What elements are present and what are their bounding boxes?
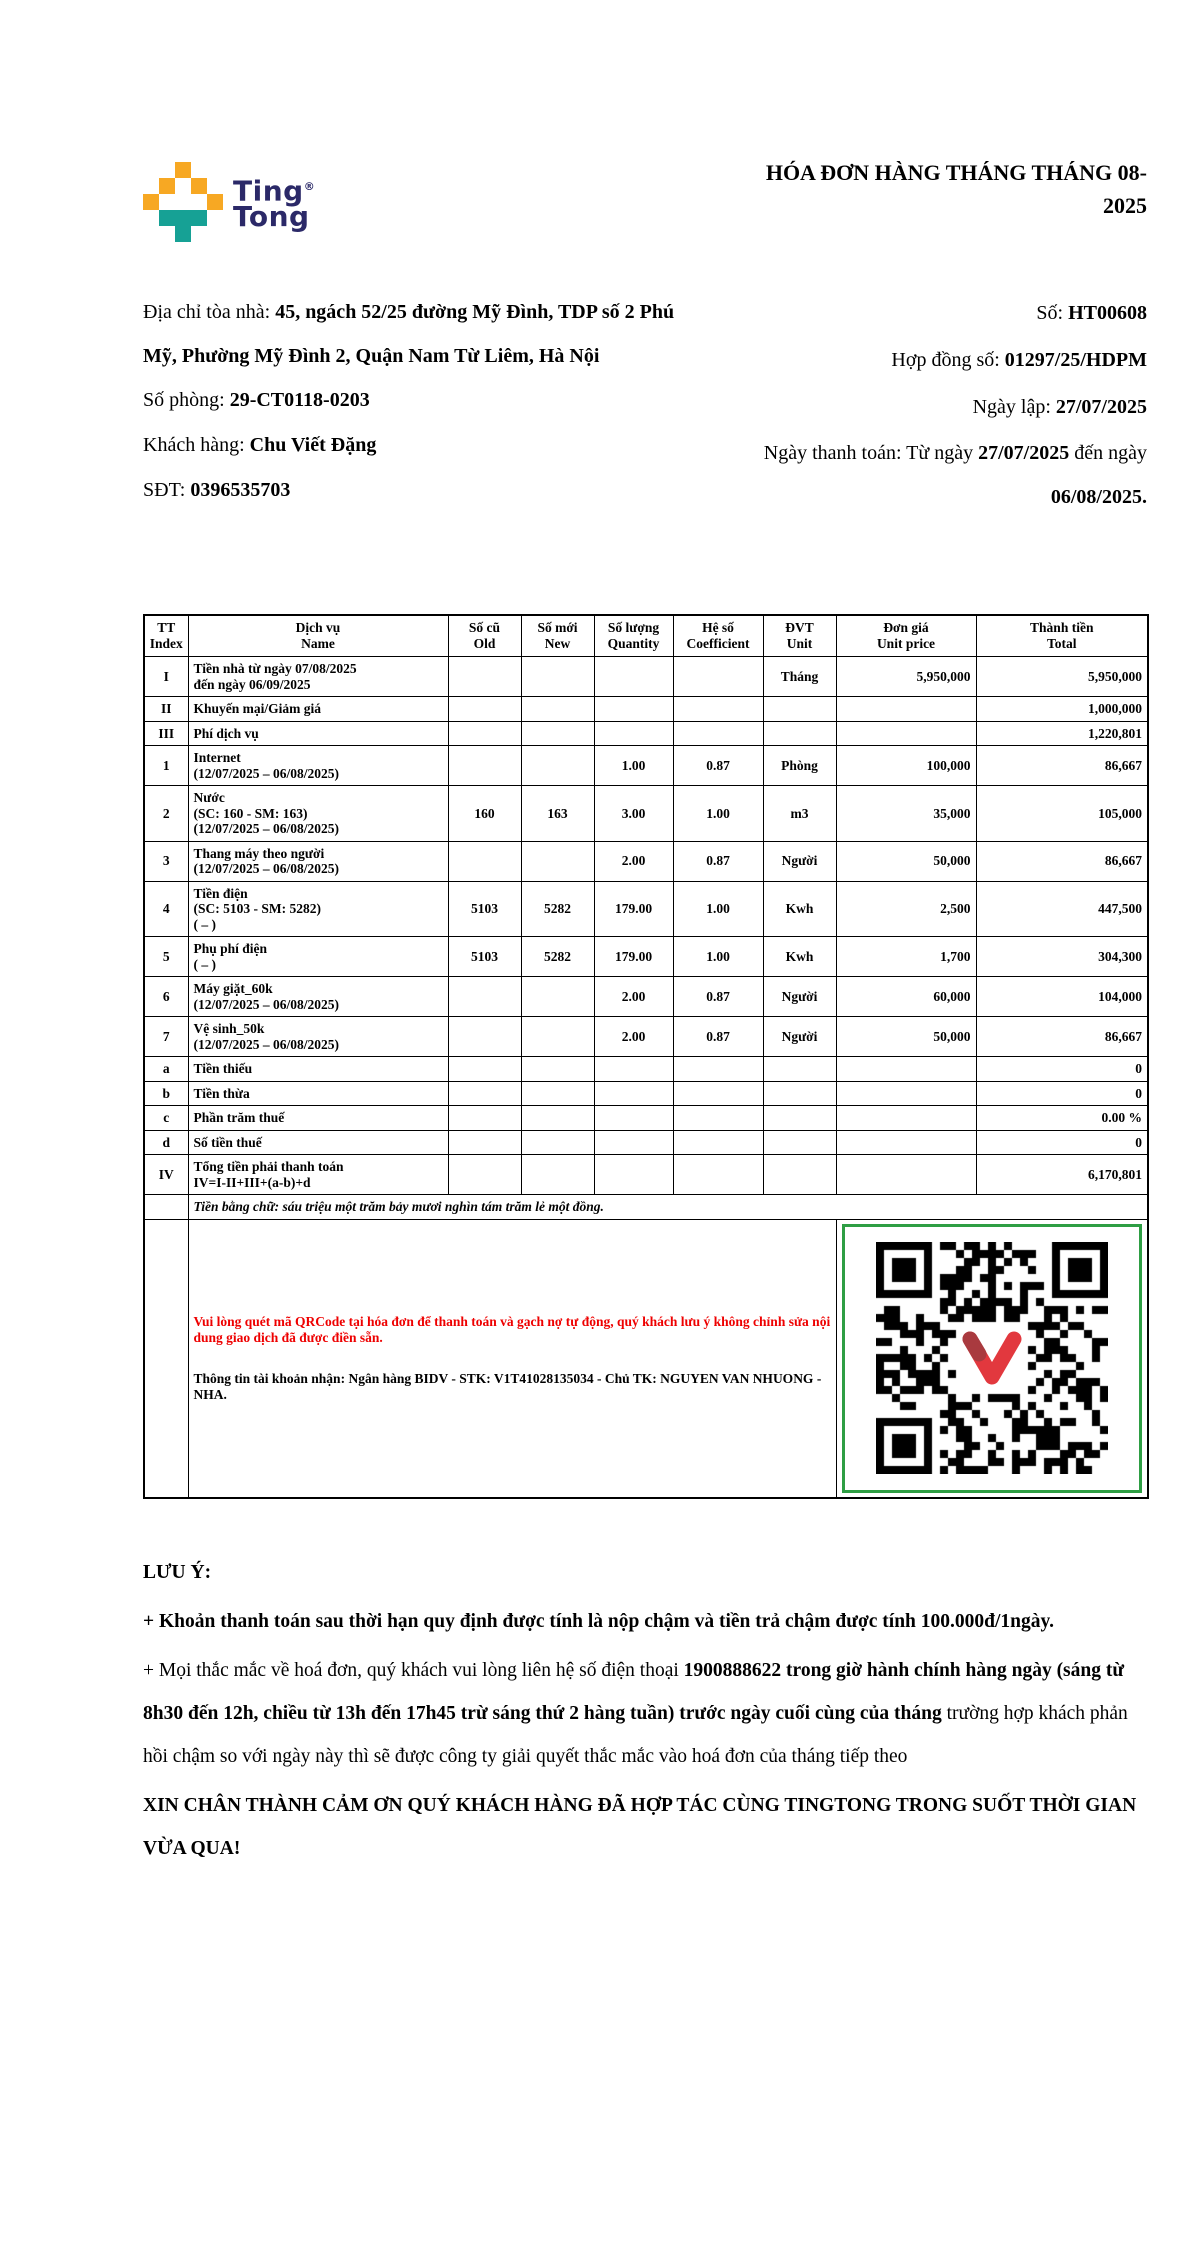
quantity: 179.00 — [594, 881, 673, 937]
unit-price — [836, 1106, 976, 1131]
old-reading — [448, 1081, 521, 1106]
new-reading — [521, 1057, 594, 1082]
row-index: III — [144, 721, 188, 746]
quantity: 2.00 — [594, 1017, 673, 1057]
service-name: Tổng tiền phải thanh toán IV=I-II+III+(a-b)+d — [188, 1155, 448, 1195]
table-row — [144, 1081, 1148, 1106]
service-name: Internet (12/07/2025 – 06/08/2025) — [188, 746, 448, 786]
row-index: c — [144, 1106, 188, 1131]
new-reading — [521, 746, 594, 786]
old-reading — [448, 977, 521, 1017]
coefficient: 1.00 — [673, 937, 763, 977]
table-row — [144, 1017, 1148, 1057]
row-index: II — [144, 697, 188, 722]
service-name: Số tiền thuế — [188, 1130, 448, 1155]
invoice-title: HÓA ĐƠN HÀNG THÁNG THÁNG 08- 2025 — [765, 160, 1147, 218]
account-info: Thông tin tài khoản nhận: Ngân hàng BIDV - STK: V1T41028135034 - Chủ TK: NGUYEN VAN NHUONG - NHA. — [193, 1371, 822, 1402]
total-amount: 105,000 — [976, 786, 1148, 842]
issue-date: Ngày lập: 27/07/2025 — [972, 396, 1147, 418]
table-header-row — [144, 615, 1148, 657]
total-amount: 447,500 — [976, 881, 1148, 937]
unit-price: 35,000 — [836, 786, 976, 842]
row-index: 6 — [144, 977, 188, 1017]
unit: Phòng — [763, 746, 836, 786]
service-name: Khuyến mại/Giảm giá — [188, 697, 448, 722]
unit-price — [836, 1130, 976, 1155]
old-reading — [448, 1130, 521, 1155]
table-row — [144, 881, 1148, 937]
old-reading: 5103 — [448, 881, 521, 937]
quantity — [594, 697, 673, 722]
unit-price — [836, 1155, 976, 1195]
unit — [763, 1057, 836, 1082]
qr-code-frame — [842, 1224, 1143, 1493]
coefficient — [673, 1057, 763, 1082]
old-reading — [448, 746, 521, 786]
service-name: Tiền nhà từ ngày 07/08/2025 đến ngày 06/09/2025 — [188, 657, 448, 697]
service-name: Tiền điện (SC: 5103 - SM: 5282) ( – ) — [188, 881, 448, 937]
old-reading — [448, 657, 521, 697]
old-reading: 5103 — [448, 937, 521, 977]
service-name: Thang máy theo người (12/07/2025 – 06/08/2025) — [188, 841, 448, 881]
row-index: a — [144, 1057, 188, 1082]
amount-in-words-row — [144, 1195, 1148, 1220]
total-amount: 6,170,801 — [976, 1155, 1148, 1195]
info-right — [715, 290, 1147, 520]
old-reading — [448, 721, 521, 746]
total-amount: 0 — [976, 1081, 1148, 1106]
new-reading — [521, 1081, 594, 1106]
unit-price: 5,950,000 — [836, 657, 976, 697]
invoice-info — [143, 290, 1147, 520]
total-amount: 304,300 — [976, 937, 1148, 977]
coefficient: 1.00 — [673, 881, 763, 937]
phone-number: SĐT: 0396535703 — [143, 479, 291, 501]
total-amount: 86,667 — [976, 1017, 1148, 1057]
quantity — [594, 1130, 673, 1155]
old-reading — [448, 841, 521, 881]
thank-you-note: XIN CHÂN THÀNH CẢM ƠN QUÝ KHÁCH HÀNG ĐÃ HỢP TÁC CÙNG TINGTONG TRONG SUỐT THỜI GIAN VỪA QUA! — [143, 1794, 1137, 1859]
header — [143, 160, 1147, 250]
column-header-quantity: Số lượng Quantity — [594, 615, 673, 657]
unit: Kwh — [763, 881, 836, 937]
building-address: Địa chỉ tòa nhà: 45, ngách 52/25 đường Mỹ Đình, TDP số 2 Phú Mỹ, Phường Mỹ Đình 2, Quận Nam Từ Liêm, Hà Nội — [143, 301, 675, 367]
customer-name: Khách hàng: Chu Viết Đặng — [143, 434, 377, 456]
tingtong-logo-icon — [143, 162, 223, 242]
unit — [763, 697, 836, 722]
unit: Tháng — [763, 657, 836, 697]
table-row — [144, 786, 1148, 842]
qr-instruction: Vui lòng quét mã QRCode tại hóa đơn để thanh toán và gạch nợ tự động, quý khách lưu ý không chỉnh sửa nội dung giao dịch đã được điền sẵn. — [193, 1314, 831, 1345]
table-row — [144, 721, 1148, 746]
total-amount: 5,950,000 — [976, 657, 1148, 697]
quantity — [594, 721, 673, 746]
info-left — [143, 290, 708, 520]
quantity: 3.00 — [594, 786, 673, 842]
unit: Kwh — [763, 937, 836, 977]
unit — [763, 721, 836, 746]
payment-instructions — [188, 1219, 836, 1498]
empty-cell — [144, 1219, 188, 1498]
qr-payment-row — [144, 1219, 1148, 1498]
quantity — [594, 1081, 673, 1106]
table-row — [144, 1155, 1148, 1195]
quantity — [594, 657, 673, 697]
total-amount: 104,000 — [976, 977, 1148, 1017]
tingtong-logo — [143, 160, 315, 242]
service-name: Nước (SC: 160 - SM: 163) (12/07/2025 – 06/08/2025) — [188, 786, 448, 842]
row-index: 7 — [144, 1017, 188, 1057]
new-reading: 5282 — [521, 937, 594, 977]
unit-price: 50,000 — [836, 841, 976, 881]
unit — [763, 1106, 836, 1131]
v-logo-icon — [960, 1329, 1024, 1387]
row-index: d — [144, 1130, 188, 1155]
new-reading — [521, 657, 594, 697]
invoice-number: Số: HT00608 — [1036, 302, 1147, 324]
total-amount: 0 — [976, 1057, 1148, 1082]
column-header-coefficient: Hệ số Coefficient — [673, 615, 763, 657]
quantity — [594, 1155, 673, 1195]
table-row — [144, 1130, 1148, 1155]
unit: Người — [763, 841, 836, 881]
table-row — [144, 937, 1148, 977]
unit — [763, 1155, 836, 1195]
table-row — [144, 657, 1148, 697]
unit-price — [836, 721, 976, 746]
room-number: Số phòng: 29-CT0118-0203 — [143, 389, 370, 411]
old-reading: 160 — [448, 786, 521, 842]
unit: m3 — [763, 786, 836, 842]
unit — [763, 1130, 836, 1155]
new-reading — [521, 721, 594, 746]
new-reading — [521, 697, 594, 722]
table-row — [144, 977, 1148, 1017]
row-index: b — [144, 1081, 188, 1106]
unit: Người — [763, 1017, 836, 1057]
old-reading — [448, 1106, 521, 1131]
total-amount: 0.00 % — [976, 1106, 1148, 1131]
quantity: 179.00 — [594, 937, 673, 977]
empty-cell — [144, 1195, 188, 1220]
old-reading — [448, 697, 521, 722]
column-header-unit: ĐVT Unit — [763, 615, 836, 657]
table-row — [144, 1106, 1148, 1131]
coefficient: 0.87 — [673, 1017, 763, 1057]
unit-price — [836, 1057, 976, 1082]
notes-section — [143, 1551, 1153, 1870]
service-name: Tiền thiếu — [188, 1057, 448, 1082]
invoice-table — [143, 614, 1149, 1499]
total-amount: 86,667 — [976, 746, 1148, 786]
qr-code-cell — [836, 1219, 1148, 1498]
unit — [763, 1081, 836, 1106]
column-header-old: Số cũ Old — [448, 615, 521, 657]
coefficient: 1.00 — [673, 786, 763, 842]
row-index: 1 — [144, 746, 188, 786]
service-name: Phần trăm thuế — [188, 1106, 448, 1131]
table-row — [144, 841, 1148, 881]
row-index: IV — [144, 1155, 188, 1195]
invoice-table-body — [144, 657, 1148, 1195]
registered-mark-icon: ® — [303, 180, 316, 193]
service-name: Phụ phí điện ( – ) — [188, 937, 448, 977]
row-index: 3 — [144, 841, 188, 881]
coefficient — [673, 1155, 763, 1195]
contract-number: Hợp đồng số: 01297/25/HDPM — [891, 349, 1147, 371]
old-reading — [448, 1017, 521, 1057]
unit: Người — [763, 977, 836, 1017]
unit-price: 60,000 — [836, 977, 976, 1017]
coefficient: 0.87 — [673, 746, 763, 786]
quantity: 2.00 — [594, 977, 673, 1017]
row-index: 5 — [144, 937, 188, 977]
new-reading — [521, 841, 594, 881]
unit-price: 1,700 — [836, 937, 976, 977]
column-header-new: Số mới New — [521, 615, 594, 657]
payment-period: Ngày thanh toán: Từ ngày 27/07/2025 đến ngày 06/08/2025. — [763, 442, 1147, 508]
total-amount: 1,220,801 — [976, 721, 1148, 746]
total-amount: 1,000,000 — [976, 697, 1148, 722]
late-fee-note: + Khoản thanh toán sau thời hạn quy định được tính là nộp chậm và tiền trả chậm được tính 100.000đ/1ngày. — [143, 1610, 1055, 1632]
table-row — [144, 697, 1148, 722]
quantity — [594, 1057, 673, 1082]
row-index: 4 — [144, 881, 188, 937]
quantity — [594, 1106, 673, 1131]
unit-price: 100,000 — [836, 746, 976, 786]
old-reading — [448, 1057, 521, 1082]
new-reading — [521, 1130, 594, 1155]
column-header-total: Thành tiền Total — [976, 615, 1148, 657]
table-row — [144, 1057, 1148, 1082]
service-name: Phí dịch vụ — [188, 721, 448, 746]
coefficient — [673, 1130, 763, 1155]
unit-price: 2,500 — [836, 881, 976, 937]
column-header-name: Dịch vụ Name — [188, 615, 448, 657]
service-name: Tiền thừa — [188, 1081, 448, 1106]
new-reading: 163 — [521, 786, 594, 842]
unit-price — [836, 1081, 976, 1106]
quantity: 2.00 — [594, 841, 673, 881]
unit-price: 50,000 — [836, 1017, 976, 1057]
service-name: Vệ sinh_50k (12/07/2025 – 06/08/2025) — [188, 1017, 448, 1057]
quantity: 1.00 — [594, 746, 673, 786]
total-amount: 86,667 — [976, 841, 1148, 881]
tingtong-wordmark: Ting® Tong — [233, 174, 316, 234]
coefficient: 0.87 — [673, 977, 763, 1017]
new-reading — [521, 1106, 594, 1131]
coefficient — [673, 1106, 763, 1131]
new-reading — [521, 1017, 594, 1057]
old-reading — [448, 1155, 521, 1195]
coefficient — [673, 1081, 763, 1106]
contact-note: + Mọi thắc mắc về hoá đơn, quý khách vui lòng liên hệ số điện thoại 1900888622 trong giờ hành chính hàng ngày (sáng từ 8h30 đến 12h, chiều từ 13h đến 17h45 trừ sáng thứ 2 hàng tuần) trước ngày cuối cùng của tháng trường hợp khách phản hồi chậm so với ngày này thì sẽ được công ty giải quyết thắc mắc vào hoá đơn của tháng tiếp theo — [143, 1659, 1128, 1767]
new-reading — [521, 977, 594, 1017]
table-row — [144, 746, 1148, 786]
coefficient — [673, 721, 763, 746]
coefficient: 0.87 — [673, 841, 763, 881]
new-reading: 5282 — [521, 881, 594, 937]
amount-in-words: Tiền bằng chữ: sáu triệu một trăm bảy mươi nghìn tám trăm lẻ một đồng. — [188, 1195, 1148, 1220]
row-index: I — [144, 657, 188, 697]
unit-price — [836, 697, 976, 722]
row-index: 2 — [144, 786, 188, 842]
column-header-index: TT Index — [144, 615, 188, 657]
column-header-unit-price: Đơn giá Unit price — [836, 615, 976, 657]
coefficient — [673, 657, 763, 697]
coefficient — [673, 697, 763, 722]
new-reading — [521, 1155, 594, 1195]
notes-heading: LƯU Ý: — [143, 1561, 212, 1583]
total-amount: 0 — [976, 1130, 1148, 1155]
service-name: Máy giặt_60k (12/07/2025 – 06/08/2025) — [188, 977, 448, 1017]
